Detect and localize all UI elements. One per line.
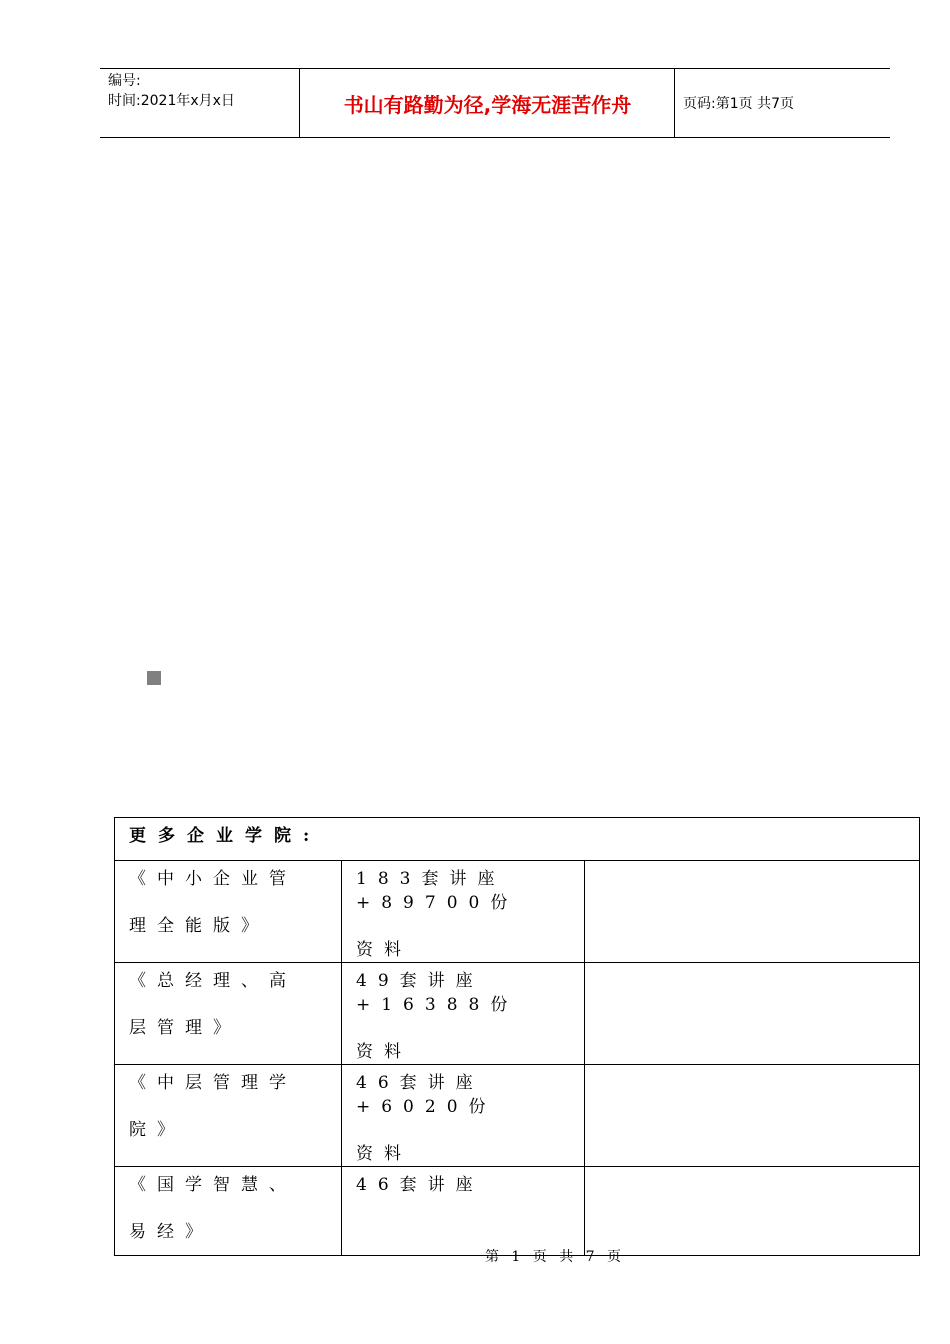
course-name-line: 易经》	[129, 1222, 213, 1242]
course-desc-cell	[342, 1065, 585, 1167]
bullet-square-icon	[147, 671, 161, 685]
course-extra-cell	[585, 1167, 920, 1256]
header-meta	[100, 69, 300, 137]
course-desc-cell	[342, 861, 585, 963]
table-row	[115, 861, 920, 963]
courses-table	[114, 817, 920, 1256]
table-row	[115, 1167, 920, 1256]
course-name-line: 《总经理、高	[129, 971, 297, 991]
header-motto: 书山有路勤为径,学海无涯苦作舟	[301, 69, 675, 137]
time-label: 时间:2021年x月x日	[108, 93, 235, 109]
course-extra-cell	[585, 1065, 920, 1167]
course-name-cell	[115, 861, 342, 963]
course-name-cell	[115, 1065, 342, 1167]
number-label: 编号:	[108, 73, 141, 89]
course-extra-cell	[585, 861, 920, 963]
document-header	[100, 68, 890, 138]
course-name-line: 《中层管理学	[129, 1073, 297, 1093]
course-name-line: 层管理》	[129, 1018, 241, 1038]
course-desc-line: 49套讲座+16388份	[356, 971, 519, 1015]
table-title: 更多企业学院:	[115, 818, 920, 861]
table-row	[115, 1065, 920, 1167]
course-desc-cell	[342, 1167, 585, 1256]
course-name-cell	[115, 1167, 342, 1256]
header-page-info: 页码:第1页 共7页	[683, 96, 794, 112]
course-desc-cell	[342, 963, 585, 1065]
course-name-line: 《中小企业管	[129, 869, 297, 889]
course-desc-line: 资料	[356, 1042, 412, 1062]
course-name-cell	[115, 963, 342, 1065]
course-name-line: 理全能版》	[129, 916, 269, 936]
course-name-line: 《国学智慧、	[129, 1175, 297, 1195]
page-footer: 第 1 页 共 7 页	[484, 1249, 626, 1265]
course-desc-line: 资料	[356, 1144, 412, 1164]
table-row	[115, 963, 920, 1065]
course-extra-cell	[585, 963, 920, 1065]
course-desc-line: 46套讲座	[356, 1175, 484, 1195]
course-name-line: 院》	[129, 1120, 185, 1140]
course-desc-line: 183套讲座+89700份	[356, 869, 519, 913]
course-desc-line: 资料	[356, 940, 412, 960]
course-desc-line: 46套讲座+6020份	[356, 1073, 497, 1117]
